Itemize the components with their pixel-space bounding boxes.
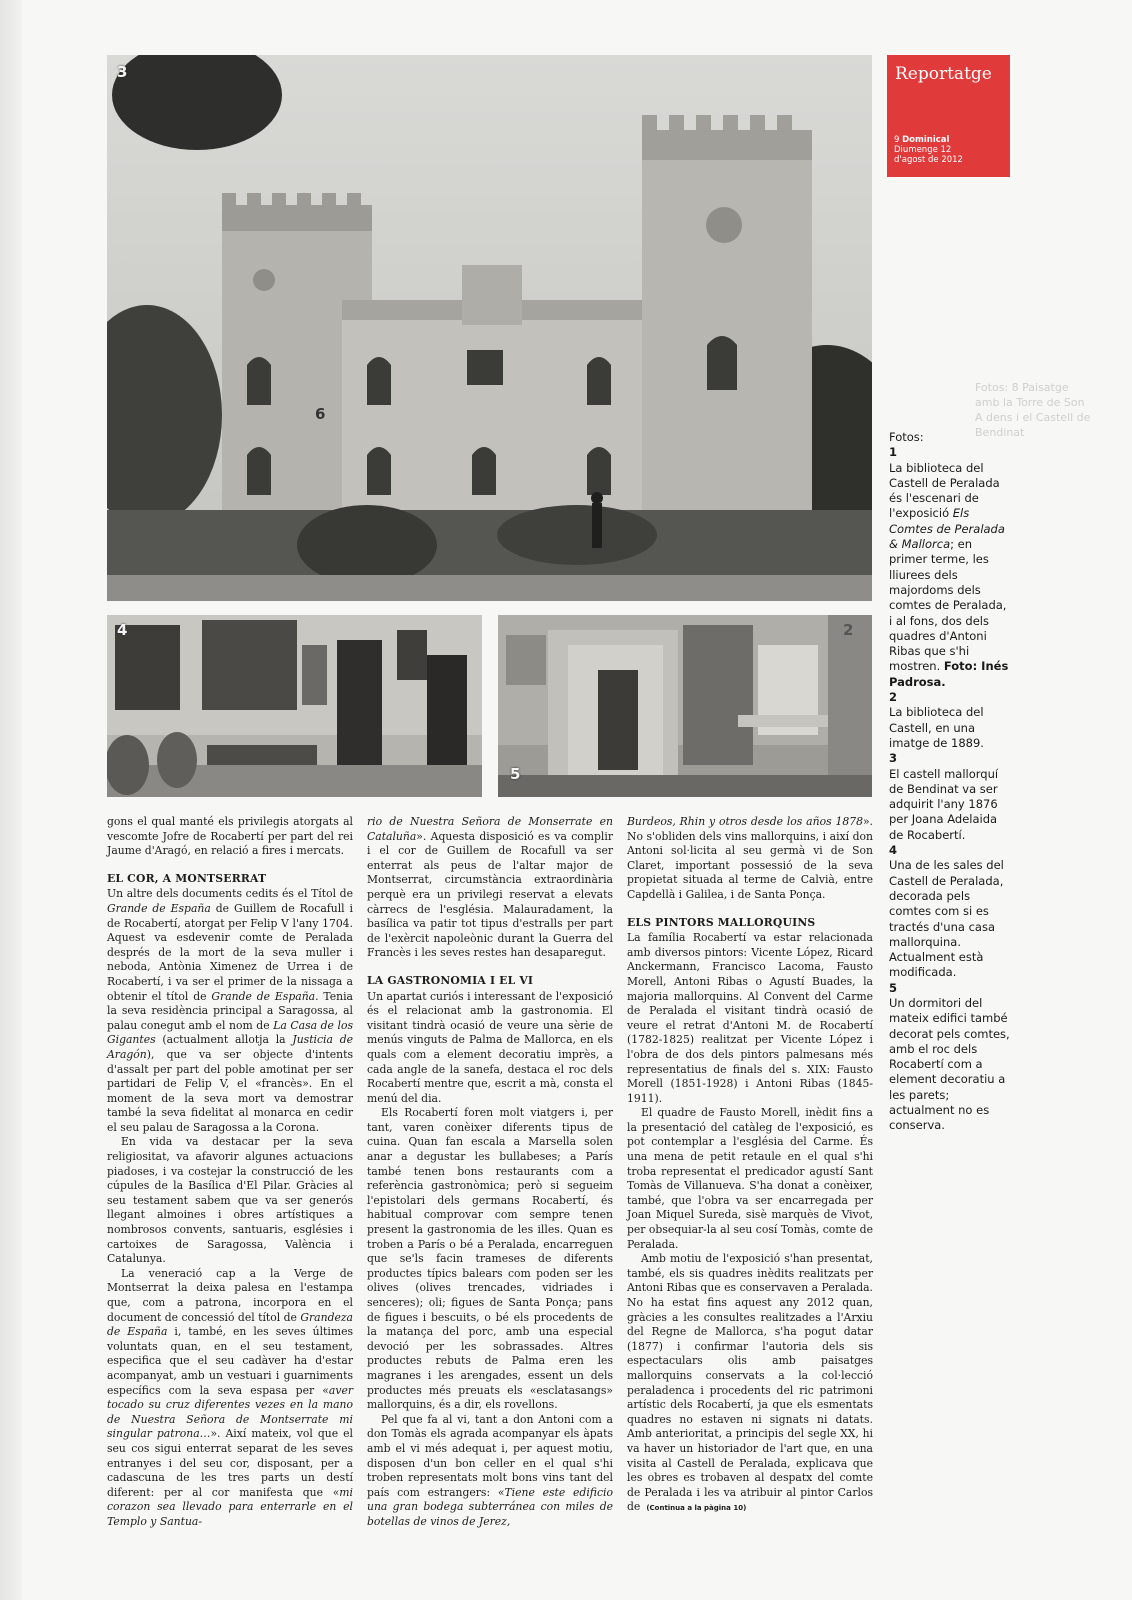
- photo-credit: Foto: Inés Padrosa.: [889, 659, 1009, 689]
- salon-illustration: [107, 615, 482, 797]
- article-column-3: [627, 815, 873, 1516]
- photo-salon: [107, 615, 482, 797]
- paragraph: Els Rocabertí foren molt viatgers i, per tant, varen conèixer diferents tipus de cuina. Quan fan escala a Marsella solen anar a degustar les bullabeses; a París també tenen bons restaurants com a referència gastronòmica; però si segueim l'epistolari dels germans Rocabertí, és habitual comprovar com sempre tenen present la gastronomia de les illes. Quan es troben a París o bé a Peralada, encarreguen que se'ls facin trameses de diferents productes típics balears com poden ser les olives (olives trencades, vidriades i senceres); oli; figues de Santa Ponça; pans de figues i bescuits, o bé els procedents de la matança del porc, amb una especial devoció per les sobrassades. Altres productes rebuts de Palma eren les magranes i les arengades, essent un dels productes més preuats els «esclatasangs» mallorquins, és a dir, els rovellons.: [367, 1106, 613, 1412]
- subheading: ELS PINTORS MALLORQUINS: [627, 915, 816, 929]
- paragraph: En vida va destacar per la seva religiositat, va afavorir algunes actuacions piadoses, i va costejar la construcció de les cúpules de la Basílica d'El Pilar. Gràcies al seu testament sabem que va ser generós llegant almoines i obres artístiques a nombrosos convents, santuaris, esglésies i cartoixes de Saragossa, València i Catalunya.: [107, 1135, 353, 1266]
- subheading: LA GASTRONOMIA I EL VI: [367, 973, 534, 987]
- page-edge: [0, 0, 22, 1600]
- captions-heading: Fotos:: [889, 430, 924, 444]
- caption-text: ; en primer terme, les lliurees dels majordoms dels comtes de Peralada, i al fons, dos dels quadres d'Antoni Ribas que s'hi mostren.: [889, 537, 1007, 674]
- paragraph: Burdeos, Rhin y otros desde los años 1878». No s'obliden dels vins mallorquins, i així don Antoni sol·licita al seu germà vi de Son Claret, important possessió de la seva propietat situada al terme de Calvià, entre Capdellà i Galilea, i de Santa Ponça.: [627, 815, 873, 901]
- paragraph: La família Rocabertí va estar relacionada amb diversos pintors: Vicente López, Ricard Anckermann, Francisco Lacoma, Fausto Morell, Antoni Ribas o Agustí Buades, la majoria mallorquins. Al Convent del Carme de Peralada el visitant tindrà ocasió de veure el retrat d'Antoni M. de Rocabertí (1782-1825) realitzat per Vicente López i l'obra de dos dels pintors palmesans més representatius de finals del s. XIX: Fausto Morell (1851-1928) i Antoni Ribas (1845-1911).: [627, 931, 873, 1105]
- paragraph: gons el qual manté els privilegis atorgats al vescomte Jofre de Rocabertí per part del rei Jaume d'Aragó, en relació a fires i mercats.: [107, 815, 353, 858]
- caption-text: El castell mallorquí de Bendinat va ser adquirit l'any 1876 per Joana Adelaida de Rocabertí.: [889, 766, 999, 842]
- caption-number: 3: [889, 751, 898, 766]
- caption-item: [889, 981, 1011, 1134]
- caption-number: 4: [889, 843, 898, 858]
- caption-text: Una de les sales del Castell de Peralada, decorada pels comtes com si es tractés d'una casa mallorquina. Actualment està modificada.: [889, 858, 1004, 980]
- issue-info: [894, 135, 963, 165]
- paragraph: El quadre de Fausto Morell, inèdit fins a la presentació del catàleg de l'exposició, es pot contemplar a l'església del Carme. És una mena de petit retaule en el qual s'hi troba representat el predicador agustí Sant Tomàs de Villanueva. S'ha donat a conèixer, també, que l'obra va ser encarregada per Joan Miquel Sureda, sisè marquès de Vivot, per obsequiar-la al seu cosí Tomàs, comte de Peralada.: [627, 1106, 873, 1251]
- caption-text: Un dormitori del mateix edifici també decorat pels comtes, amb el roc dels Rocabertí com a element decoratiu a les parets; actualment no es conserva.: [889, 995, 1010, 1133]
- photo-captions: [889, 430, 1011, 1134]
- photo-number: 6: [315, 405, 326, 423]
- photo-bedroom: [498, 615, 872, 797]
- page-number: 9: [894, 135, 900, 145]
- caption-item: [889, 751, 1011, 843]
- paragraph: Un apartat curiós i interessant de l'exposició és el relacionat amb la gastronomia. El visitant tindrà ocasió de veure una sèrie de menús vinguts de Palma de Mallorca, en els quals com a element decoratiu imprès, a cada angle de la sanefa, destaca el roc dels Rocabertí mentre que, escrit a mà, consta el menú del dia.: [367, 989, 613, 1105]
- paragraph: rio de Nuestra Señora de Monserrate en Cataluña». Aquesta disposició es va complir i el cor de Guillem de Rocafull va ser enterrat als peus de l'altar major de Montserrat, circumstància extraordinària perquè era un privilegi reservat a elevats càrrecs de l'església. Malauradament, la basílica va patir tot tipus d'estralls per part de l'exèrcit napoleònic durant la Guerra del Francès i les seves restes han desaparegut.: [367, 815, 613, 960]
- caption-number: 1: [889, 445, 898, 460]
- caption-text: La biblioteca del Castell, en una imatge de 1889.: [889, 705, 984, 750]
- paragraph: Amb motiu de l'exposició s'han presentat, també, els sis quadres inèdits realitzats per Antoni Ribas que es conservaven a Peralada. No ha estat fins aquest any 2012 quan, gràcies a les consultes realitzades a l'Arxiu del Regne de Mallorca, s'ha pogut datar (1877) i confirmar l'autoria dels sis espectaculars olis amb paisatges mallorquins conservats a la col·lecció peraladenca i procedents del ric patrimoni artístic dels Rocabertí, ja que els esmentats quadres no estaven ni signats ni datats. Amb anterioritat, a principis del segle XX, hi va haver un historiador de l'art que, en una visita al Castell de Peralada, explicava que les obres es trobaven al despatx del comte de Peralada i les va atribuir al pintor Carlos de (Continua a la pàgina 10): [627, 1252, 873, 1514]
- subheading: EL COR, A MONTSERRAT: [107, 871, 267, 885]
- caption-number: 5: [889, 980, 898, 995]
- photo-number: 2: [843, 621, 854, 639]
- caption-text: La biblioteca del Castell de Peralada és l'escenari de l'exposició: [889, 460, 1000, 521]
- article-column-2: [367, 815, 613, 1530]
- bleed-through-text: Fotos: 8 Paisatge amb la Torre de Son A dens i el Castell de Bendinat: [975, 381, 1091, 439]
- photo-castle-bendinat: [107, 55, 872, 601]
- section-title: Reportatge: [895, 64, 992, 84]
- issue-date-line: d'agost de 2012: [894, 155, 963, 165]
- photo-number: 3: [117, 63, 128, 81]
- photo-number: 5: [510, 765, 521, 783]
- issue-date-line: Diumenge 12: [894, 145, 952, 155]
- caption-italic: Els Comtes de Peralada & Mallorca: [889, 506, 1005, 552]
- caption-item: [889, 690, 1011, 751]
- photo-number: 4: [117, 621, 128, 639]
- publication-name: Dominical: [902, 135, 950, 145]
- caption-number: 2: [889, 690, 898, 705]
- section-label: [887, 55, 1010, 177]
- caption-item: [889, 843, 1011, 981]
- caption-item: [889, 445, 1011, 690]
- paragraph: Un altre dels documents cedits és el Títol de Grande de España de Guillem de Rocafull i de Rocabertí, atorgat per Felip V l'any 1704. Aquest va esdevenir comte de Peralada després de la mort de la seva muller i neboda, Antònia Ximenez de Urrea i de Rocabertí, i va ser el primer de la nissaga a obtenir el títol de Grande de España. Tenia la seva residència principal a Saragossa, al palau conegut amb el nom de La Casa de los Gigantes (actualment allotja la Justicia de Aragón), que va ser objecte d'intents d'assalt per part del poble amotinat per ser partidari de Felip V, el «francès». En el moment de la seva mort va demostrar també la seva fidelitat al monarca en cedir el seu palau de Saragossa a la Corona.: [107, 887, 353, 1134]
- castle-illustration: [107, 55, 872, 601]
- continued-note: (Continua a la pàgina 10): [646, 1504, 747, 1513]
- paragraph: La veneració cap a la Verge de Montserrat la deixa palesa en l'estampa que, com a patrona, incorpora en el document de concessió del títol de Grandeza de España i, també, en les seves últimes voluntats quan, en el seu testament, especifica que el seu cadàver ha d'estar acompanyat, amb un vestuari i guarniments específics com la seva espasa per «aver tocado su cruz diferentes vezes en la mano de Nuestra Señora de Montserrate mi singular patrona…». Així mateix, vol que el seu cos sigui enterrat separat de les seves entranyes i del seu cor, disposant, per a cadascuna de les tres parts un destí diferent: per al cor manifesta que «mi corazon sea llevado para enterrarle en el Templo y Santua-: [107, 1266, 353, 1528]
- article-column-1: [107, 815, 353, 1530]
- bedroom-illustration: [498, 615, 872, 797]
- paragraph: Pel que fa al vi, tant a don Antoni com a don Tomàs els agrada acompanyar els àpats amb el vi més adequat i, per aquest motiu, disposen d'un bon celler en el qual s'hi troben representats molt bons vins tant del país com estrangers: «Tiene este edificio una gran bodega subterránea con miles de botellas de vinos de Jerez,: [367, 1412, 613, 1528]
